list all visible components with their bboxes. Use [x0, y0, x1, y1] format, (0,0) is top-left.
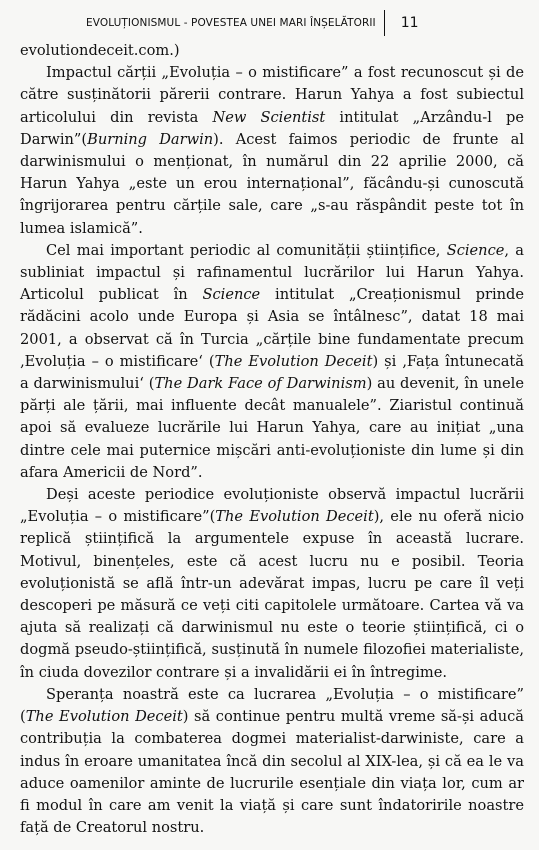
italic-title: The Evolution Deceit	[25, 708, 183, 726]
page-header	[86, 10, 539, 36]
paragraph-0	[20, 40, 524, 62]
paragraph-3	[20, 484, 524, 684]
text-span: ). Acest faimos periodic de frunte al darwinismului o menționat, în numărul din 22 aprilie 2000, că Harun Yahya „este un erou internațional”, făcându-și cunoscută îngrijorarea pentru cărțile sale, care „s-au răspândit peste tot în lumea islamică”.	[20, 130, 524, 237]
text-span: Cel mai important periodic al comunității științifice,	[46, 241, 447, 259]
text-span: ) au devenit, în unele părți ale țării, mai influente decât manualele”. Ziaristul continuă apoi să evalueze lucrările lui Harun Yahya, care au inițiat „una dintre cele mai puternice mișcări anti-evoluționiste din lume și din afara Americii de Nord”.	[20, 375, 524, 481]
running-title: EVOLUȚIONISMUL - POVESTEA UNEI MARI ÎNȘELĂTORII	[86, 17, 376, 29]
text-span: Impactul cărții „Evoluția – o mistificare” a fost recunoscut și de către susținătorii părerii contrare. Harun Yahya a fost subiectul articolului din revista	[20, 64, 524, 126]
paragraph-2	[20, 240, 524, 484]
italic-title: Science	[202, 286, 261, 304]
text-span: evolutiondeceit.com.)	[20, 42, 180, 59]
text-span: ) și ‚Fața întunecată a darwinismului‘ (	[20, 352, 524, 393]
italic-title: New Scientist	[212, 108, 326, 126]
paragraph-1	[20, 62, 524, 240]
body-text	[20, 40, 524, 839]
page-number: 11	[400, 15, 419, 31]
italic-title: Science	[446, 241, 505, 259]
italic-title: The Evolution Deceit	[214, 352, 373, 370]
italic-title: Burning Darwin	[87, 130, 214, 148]
paragraph-4	[20, 684, 524, 839]
text-span: , a subliniat impactul și rafinamentul lucrărilor lui Harun Yahya. Articolul publicat în	[20, 241, 524, 304]
text-span: ) să continue pentru multă vreme să-și aducă contribuția la combaterea dogmei materialist-darwiniste, care a indus în eroare umanitatea încă din secolul al XIX-lea, și că ea le va aduce oamenilor aminte de lucrurile esențiale din viața lor, cum ar fi modul în care am venit la viață și care sunt îndatoririle noastre față de Creatorul nostru.	[20, 708, 524, 837]
text-span: intitulat „Arzându-l pe Darwin”(	[20, 108, 525, 148]
italic-title: The Evolution Deceit	[215, 508, 374, 526]
text-span: Deși aceste periodice evoluționiste observă impactul lucrării „Evoluția – o mistificare”(	[20, 486, 524, 526]
text-span: Speranța noastră este ca lucrarea „Evoluția – o mistificare” (	[20, 685, 524, 726]
text-span: ), ele nu oferă nicio replică științifică la argumentele expuse în această lucrare. Motivul, binențeles, este că acest lucru nu e posibil. Teoria evoluționistă se află într-un adevărat impas, lucru pe care îl veți descoperi pe măsură ce veți citi capitolele următoare. Cartea vă va ajuta să realizați că darwinismul nu este o teorie științifică, ci o dogmă pseudo-științifică, susținută în numele filozofiei materialiste, în ciuda dovezilor contrare și a invalidării ei în întregime.	[20, 508, 524, 681]
header-divider	[384, 10, 385, 36]
text-span: intitulat „Creaționismul prinde rădăcini acolo unde Europa și Asia se întâlnesc”, datat 18 mai 2001, a observat că în Turcia „cărțile bine fundamentate precum ‚Evoluția – o mistificare‘ (	[20, 286, 524, 370]
italic-title: The Dark Face of Darwinism	[154, 375, 367, 393]
